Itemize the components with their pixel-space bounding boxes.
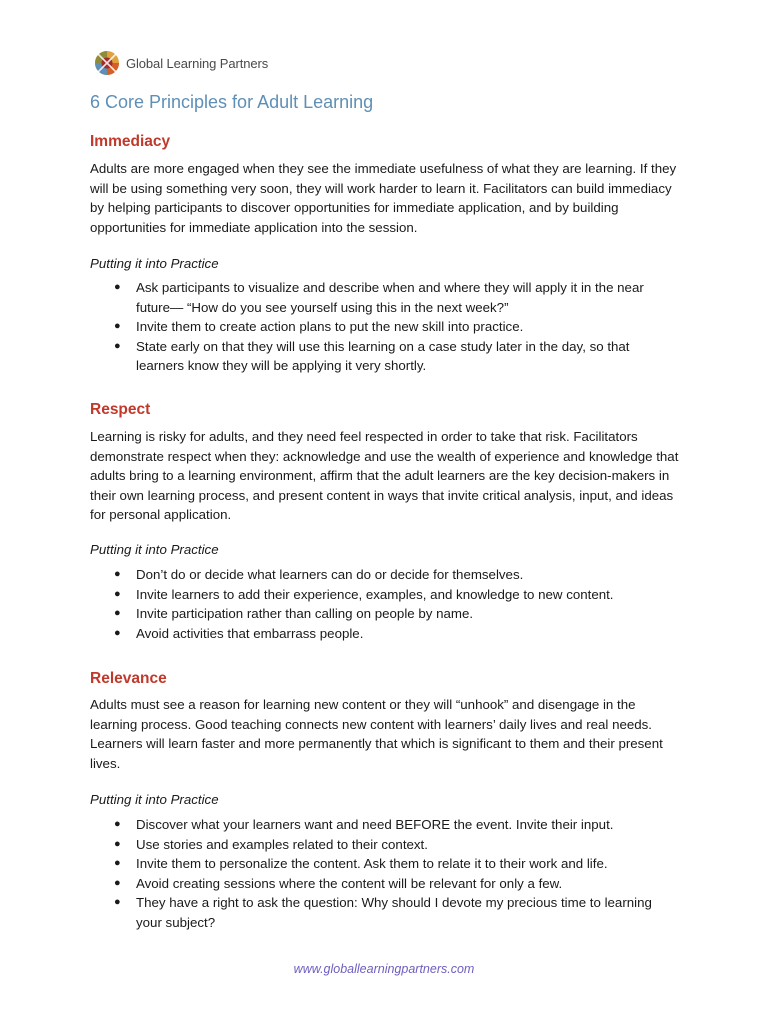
bullet-icon: ● [114, 339, 121, 352]
practice-list-respect [90, 565, 680, 643]
bullet-icon: ● [114, 587, 121, 600]
logo-mark-icon [90, 46, 124, 80]
bullet-icon: ● [114, 837, 121, 850]
practice-list-relevance [90, 815, 680, 932]
list-item: ● Ask participants to visualize and describe when and where they will apply it in the near future— “How do you see yourself using this in the next week?” [114, 280, 644, 315]
practice-label-relevance: Putting it into Practice [90, 792, 219, 807]
list-item: ● Invite learners to add their experience, examples, and knowledge to new content. [90, 585, 680, 605]
bullet-icon: ● [114, 876, 121, 889]
bullet-icon: ● [114, 320, 121, 332]
list-item: ● Avoid activities that embarrass people. [90, 624, 680, 644]
list-item: ● Avoid creating sessions where the content will be relevant for only a few. [90, 874, 680, 894]
practice-label-respect: Putting it into Practice [90, 542, 219, 557]
page-title: 6 Core Principles for Adult Learning [90, 92, 374, 112]
section-heading-immediacy: Immediacy [90, 133, 171, 150]
list-item: ● Use stories and examples related to their context. [90, 835, 680, 855]
bullet-icon: ● [114, 818, 121, 830]
section-heading-respect: Respect [90, 401, 151, 418]
list-item: ● Discover what your learners want and need BEFORE the event. Invite their input. [90, 815, 680, 835]
section-body-immediacy: Adults are more engaged when they see the immediate usefulness of what they are learning. If they will be using something very soon, they will work harder to learn it. Facilitators can build immediacy by helping participants to discover opportunities for immediate application, and by building opportunities for immediate application into the session. [90, 161, 677, 235]
practice-list-immediacy [90, 278, 680, 376]
list-item: ● Invite them to personalize the content. Ask them to relate it to their work and life. [90, 854, 680, 874]
list-item: ● They have a right to ask the question: Why should I devote my precious time to learning your subject? [114, 895, 652, 930]
list-item: ● Invite participation rather than calling on people by name. [90, 604, 680, 624]
bullet-icon: ● [114, 857, 121, 869]
company-logo [90, 45, 268, 81]
logo-text: Global Learning Partners [126, 55, 269, 71]
section-body-relevance: Adults must see a reason for learning new content or they will “unhook” and disengage in the learning process. Good teaching connects new content with learners’ daily lives and real needs. Learners will learn faster and more permanently that which is significant to them and their present lives. [90, 697, 663, 771]
bullet-icon: ● [114, 626, 121, 639]
footer-url-link[interactable]: www.globallearningpartners.com [293, 962, 475, 976]
practice-label-immediacy: Putting it into Practice [90, 256, 219, 271]
list-item: ● Don’t do or decide what learners can do or decide for themselves. [90, 565, 680, 585]
list-item: ● Invite them to create action plans to put the new skill into practice. [90, 317, 680, 337]
bullet-icon: ● [114, 568, 121, 580]
bullet-icon: ● [114, 607, 121, 619]
bullet-icon: ● [114, 896, 121, 908]
bullet-icon: ● [114, 281, 121, 293]
list-item: ● State early on that they will use this learning on a case study later in the day, so that learners know they will be applying it very shortly. [114, 338, 630, 373]
section-body-respect: Learning is risky for adults, and they need feel respected in order to take that risk. Facilitators demonstrate respect when they: acknowledge and use the wealth of experience and knowledge that adults bring to a learning environment, affirm that the adult learners are the key decision-makers in their own learning process, and present content in ways that invite critical analysis, input, and ideas for personal application. [90, 429, 679, 522]
section-heading-relevance: Relevance [90, 670, 167, 687]
